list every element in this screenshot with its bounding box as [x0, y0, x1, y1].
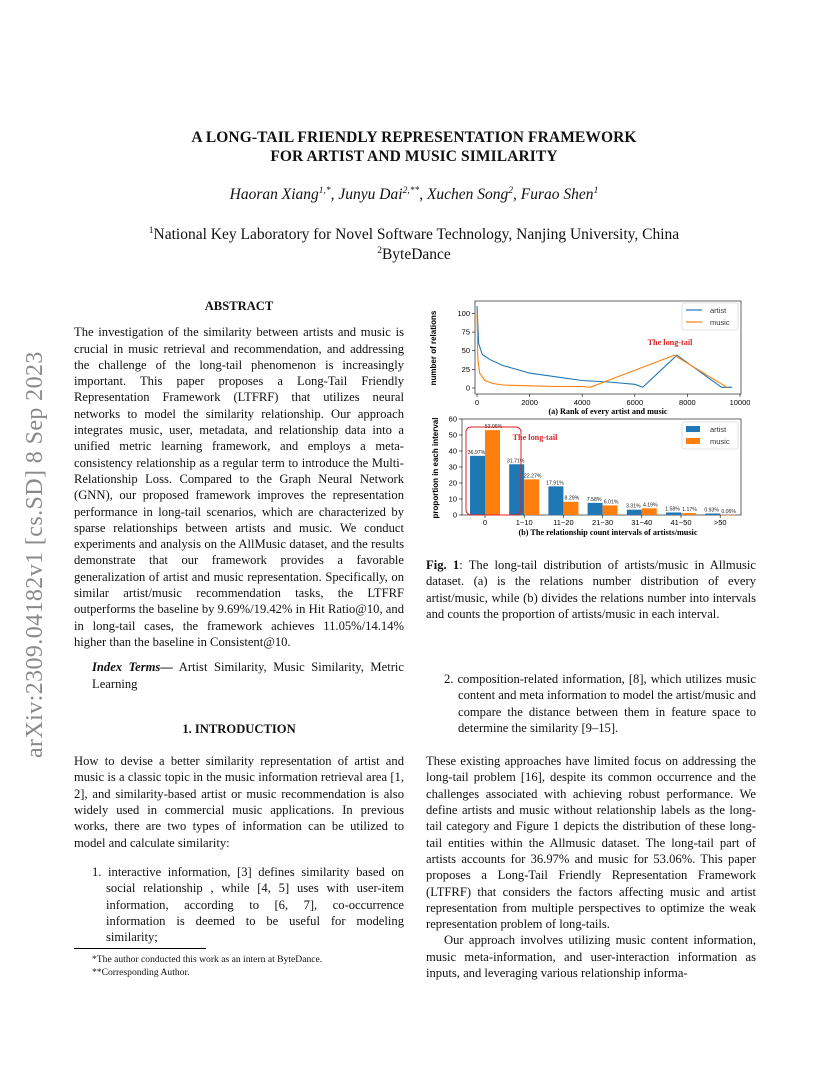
chart-b-data-label: 22.27% [523, 473, 542, 480]
affil-2-sup: 2 [377, 245, 382, 256]
chart-b-data-label: 53.06% [484, 424, 503, 431]
chart-b-legend [682, 422, 738, 449]
chart-b-bar-artist [470, 456, 485, 515]
affiliation-1: National Key Laboratory for Novel Software Technology, Nanjing University, China [153, 226, 680, 243]
chart-a-ylabel: number of relations [429, 310, 438, 386]
intro-heading: 1. INTRODUCTION [182, 721, 296, 736]
author-1: Haoran Xiang [229, 186, 319, 203]
chart-b-xtick-label: >50 [713, 518, 727, 527]
chart-b-bar-artist [588, 503, 603, 515]
chart-a-y-ticks [457, 309, 475, 393]
chart-b-ytick-label: 60 [448, 414, 457, 424]
chart-b-ytick-label: 30 [448, 462, 457, 472]
chart-a-ytick-label: 75 [461, 327, 470, 337]
chart-b-ylabel: proportion in each interval [431, 417, 440, 519]
footnotes [92, 954, 412, 979]
chart-b-x-ticks [483, 515, 727, 527]
chart-a-xtick-label: 6000 [626, 398, 644, 407]
chart-b-xtick-label: 21~30 [592, 518, 614, 527]
chart-b-bar-music [603, 505, 618, 515]
index-terms [74, 659, 404, 692]
intro-paragraph: How to devise a better similarity representation of artist and music is a classic topic in the music information retrieval area [1, 2], and similarity-based artist or music recommendation is also widely used in commercial music applications. In previous works, there are two types of information can be utilized to model and calculate similarity: [74, 754, 404, 850]
author-4: Furao Shen [520, 186, 594, 203]
chart-b-ytick-label: 20 [448, 478, 457, 488]
index-terms-label: Index Terms— [92, 660, 173, 675]
chart-b-bar-music [485, 430, 500, 515]
footnote-1: *The author conducted this work as an intern at ByteDance. [92, 954, 323, 965]
chart-b-data-label: 7.58% [586, 496, 602, 503]
chart-b [431, 415, 741, 538]
chart-b-xtick-label: 11~20 [553, 518, 574, 527]
chart-b-data-label: 0.93% [704, 507, 720, 514]
chart-a-legend-music: music [710, 318, 730, 327]
chart-b-legend-artist: artist [710, 425, 727, 434]
chart-b-data-label: 1.17% [682, 507, 697, 514]
title-line-2: FOR ARTIST AND MUSIC SIMILARITY [270, 148, 558, 165]
left-column [74, 298, 404, 945]
author-4-sup: 1 [593, 185, 599, 196]
author-list: Haoran Xiang$^{1,*}$, Junyu Dai$^{2,**}$, Xuchen Song$^2$, Furao Shen$^1$ [229, 185, 599, 203]
chart-a-x-ticks [475, 394, 751, 407]
author-1-sup: 1,* [318, 185, 331, 196]
chart-b-xtick-label: 1~10 [515, 518, 533, 527]
author-3: Xuchen Song [426, 186, 509, 203]
chart-a-xtick-label: 8000 [679, 398, 696, 407]
chart-a-ytick-label: 50 [461, 346, 470, 356]
chart-b-data-label: 1.58% [665, 506, 680, 513]
chart-a-xtick-label: 2000 [521, 398, 538, 407]
affiliations [0, 225, 828, 265]
chart-a-xtick-label: 4000 [573, 398, 591, 407]
chart-b-bar-artist [705, 514, 720, 515]
author-2-sup: 2,** [402, 185, 420, 196]
chart-b-bar-artist [509, 464, 524, 515]
chart-a-xtick-label: 10000 [729, 398, 751, 407]
author-2: Junyu Dai [338, 186, 403, 203]
chart-b-legend-music: music [710, 437, 730, 446]
chart-a-ytick-label: 100 [457, 308, 470, 318]
chart-a-annotation: The long-tail [647, 338, 693, 347]
footnote-rule [74, 948, 206, 949]
chart-a-legend [682, 303, 738, 330]
abstract-heading: ABSTRACT [204, 299, 274, 313]
affiliation-2: ByteDance [381, 246, 451, 263]
chart-b-annotation: The long-tail [512, 433, 558, 442]
chart-b-bar-music [642, 508, 657, 515]
figure-caption-text: : The long-tail distribution of artists/music in Allmusic dataset. (a) is the relations number distribution of every artist/music, while (b) divides the relations number into intervals and counts the proportion of artists/music in each interval. [426, 558, 756, 621]
figure-caption-label: Fig. 1 [426, 558, 460, 572]
chart-b-xtick-label: 41~50 [670, 518, 692, 527]
arxiv-sidebar [22, 298, 52, 758]
chart-b-bar-artist [627, 510, 642, 515]
chart-a-ytick-label: 25 [461, 364, 470, 374]
chart-a-legend-artist: artist [710, 306, 727, 315]
paper-title [0, 128, 828, 166]
chart-b-ytick-label: 10 [448, 494, 457, 504]
title-line-1: A LONG-TAIL FRIENDLY REPRESENTATION FRAMEWORK [191, 129, 637, 146]
chart-b-caption: (b) The relationship count intervals of artists/music [518, 528, 698, 537]
chart-b-data-label: 31.71% [506, 458, 525, 465]
chart-a-xtick-label: 0 [474, 398, 480, 407]
right-paragraph-2: Our approach involves utilizing music content information, music meta-information, and user-interaction information as inputs, and leveraging various relationship informa- [426, 933, 756, 981]
chart-b-bar-music [563, 502, 578, 515]
footnote-2: **Corresponding Author. [92, 966, 190, 978]
chart-b-ytick-label: 0 [452, 510, 457, 520]
abstract-text: The investigation of the similarity between artists and music is crucial in music retrieval and recommendation, and addressing the challenge of the long-tail phenomenon is increasingly important. This paper proposes a Long-Tail Friendly Representation Framework (LTFRF) that utilizes neural networks to model the similarity relationship. Our approach integrates music, user, metadata, and relationship data into a unified metric learning framework, and employs a meta-consistency relationship as a regular term to introduce the Multi-Relationship Loss. Compared to the Graph Neural Network (GNN), our proposed framework improves the representation performance in long-tail scenarios, which are characterized by sparse relationships between artists and music. We conduct experiments and analysis on the AllMusic dataset, and the results demonstrate that our framework provides a favorable generalization of artist and music representation. Specifically, on similar artist/music recommendation tasks, the LTFRF outperforms the baseline by 9.69%/19.42% in Hit Ratio@10, and in long-tail cases, the framework achieves 11.05%/14.14% higher than the baseline in Consistent@10. [74, 325, 404, 649]
chart-b-data-label: 17.91% [546, 480, 564, 487]
chart-b-data-label: 36.97% [467, 449, 486, 456]
chart-b-data-label: 3.31% [625, 503, 641, 510]
chart-a-ytick-label: 0 [465, 383, 470, 393]
chart-b-bar-artist [548, 486, 563, 515]
author-3-sup: 2 [508, 185, 514, 196]
affil-1-sup: 1 [148, 225, 154, 236]
chart-b-data-label: 4.19% [642, 502, 658, 509]
chart-b-bar-artist [666, 512, 681, 515]
chart-b-xtick-label: 31~40 [631, 518, 653, 527]
chart-b-ytick-label: 40 [448, 446, 457, 456]
chart-b-bar-music [524, 479, 539, 515]
right-column [426, 671, 756, 981]
figure-caption [426, 557, 756, 622]
arxiv-id: arXiv:2309.04182v1 [cs.SD] 8 Sep 2023 [22, 351, 48, 758]
chart-a-caption: (a) Rank of every artist and music [548, 407, 668, 416]
chart-b-xtick-label: 0 [482, 518, 488, 527]
chart-b-data-label: 8.29% [564, 495, 580, 502]
figure-1 [430, 298, 760, 546]
index-terms-text: Artist Similarity, Music Similarity, Metric Learning [92, 660, 404, 691]
list-item-2: 2. composition-related information, [8], which utilizes music content and meta information to model the artist/music and compare the distance between them in feature space to determine the similarity [9–15]. [444, 672, 756, 735]
chart-b-data-label: 6.01% [603, 499, 619, 506]
chart-b-y-ticks [449, 415, 462, 520]
chart-b-ytick-label: 50 [448, 430, 457, 440]
chart-b-bar-music [681, 513, 696, 515]
chart-a [429, 301, 750, 416]
right-paragraph-1: These existing approaches have limited focus on addressing the long-tail problem [16], despite its common occurrence and the challenges associated with achieving robust performance. We define artists and music without relationship labels as the long-tail category and Figure 1 depicts the distribution of these long-tail entities within the Allmusic dataset. The long-tail part of artists accounts for 36.97% and music for 53.06%. This paper proposes a Long-Tail Friendly Representation Framework (LTFRF) that considers the factors affecting music and artist representation from multiple perspectives to optimize the weak representation problem of long-tails. [426, 754, 756, 932]
list-item-1: 1. interactive information, [3] defines similarity based on social relationship , while [4, 5] uses with user-item information, according to [6, 7], co-occurrence information is deemed to be useful for modeling similarity; [92, 864, 404, 945]
chart-b-data-label: 0.06% [721, 508, 737, 515]
